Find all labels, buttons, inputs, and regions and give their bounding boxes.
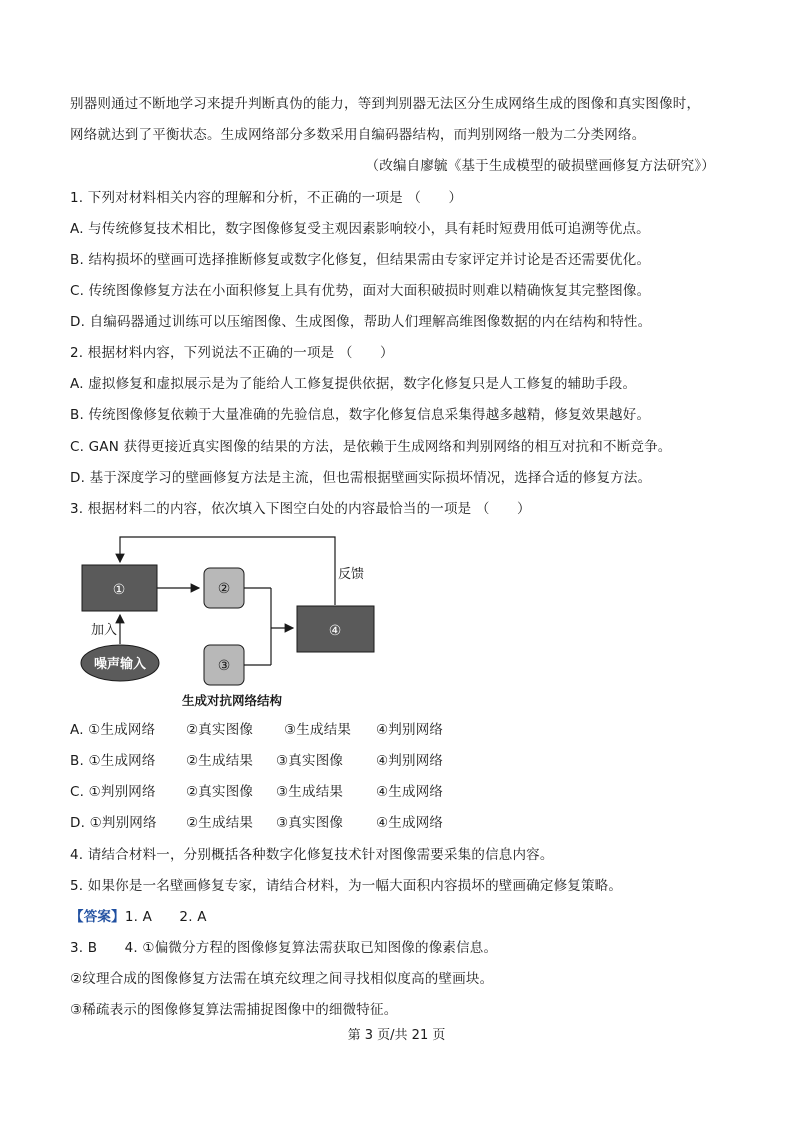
q3-c-1: C. ①判别网络 (70, 784, 156, 800)
answer-values-1: 1. A 2. A (124, 909, 207, 925)
q3-c-4: ④生成网络 (376, 784, 444, 800)
q5-stem: 5. 如果你是一名壁画修复专家，请结合材料，为一幅大面积内容损坏的壁画确定修复策略。 (70, 878, 623, 894)
answer-line-1 (70, 907, 207, 927)
q3-d-3: ③真实图像 (276, 815, 344, 831)
q3-b-3: ③真实图像 (276, 753, 344, 769)
q3-d-1: D. ①判别网络 (70, 815, 157, 831)
q2-option-a: A. 虚拟修复和虚拟展示是为了能给人工修复提供依据，数字化修复只是人工修复的辅助手段。 (70, 376, 637, 392)
q2-option-b: B. 传统图像修复依赖于大量准确的先验信息，数字化修复信息采集得越多越精，修复效果越好。 (70, 407, 651, 423)
node-4-label: ④ (328, 623, 342, 639)
q3-option-a (70, 720, 443, 740)
diagram-caption: 生成对抗网络结构 (182, 693, 283, 708)
q3-c-3: ③生成结果 (276, 784, 344, 800)
q3-b-1: B. ①生成网络 (70, 753, 156, 769)
q3-b-2: ②生成结果 (186, 753, 254, 769)
intro-line-1: 别器则通过不断地学习来提升判断真伪的能力，等到判别器无法区分生成网络生成的图像和真实图像时， (70, 96, 701, 112)
q3-option-b (70, 751, 443, 771)
answer-line-2: 3. B 4. ①偏微分方程的图像修复算法需获取已知图像的像素信息。 (70, 940, 498, 956)
q2-option-c: C. GAN 获得更接近真实图像的结果的方法，是依赖于生成网络和判别网络的相互对抗和不断竞争。 (70, 439, 672, 455)
q3-c-2: ②真实图像 (186, 784, 254, 800)
q3-a-3: ③生成结果 (284, 722, 352, 738)
q4-stem: 4. 请结合材料一，分别概括各种数字化修复技术针对图像需要采集的信息内容。 (70, 847, 554, 863)
q3-a-2: ②真实图像 (186, 722, 254, 738)
q3-option-d (70, 813, 443, 833)
node-1-label: ① (112, 582, 126, 598)
page-footer: 第 3 页/共 21 页 (347, 1028, 446, 1043)
q1-option-a: A. 与传统修复技术相比，数字图像修复受主观因素影响较小，具有耗时短费用低可追溯等优点。 (70, 221, 650, 237)
feedback-label: 反馈 (338, 567, 365, 582)
q1-option-c: C. 传统图像修复方法在小面积修复上具有优势，面对大面积破损时则难以精确恢复其完整图像。 (70, 283, 651, 299)
add-label: 加入 (91, 623, 118, 638)
q3-b-4: ④判别网络 (376, 753, 444, 769)
q3-d-4: ④生成网络 (376, 815, 444, 831)
q2-option-d: D. 基于深度学习的壁画修复方法是主流，但也需根据壁画实际损坏情况，选择合适的修复方法。 (70, 470, 652, 486)
intro-line-2: 网络就达到了平衡状态。生成网络部分多数采用自编码器结构，而判别网络一般为二分类网络。 (70, 127, 646, 143)
q3-stem: 3. 根据材料二的内容，依次填入下图空白处的内容最恰当的一项是 （ ） (70, 501, 531, 517)
gan-structure-diagram (75, 532, 385, 712)
answer-line-4: ③稀疏表示的图像修复算法需捕捉图像中的细微特征。 (70, 1002, 398, 1018)
q3-d-2: ②生成结果 (186, 815, 254, 831)
q2-stem: 2. 根据材料内容，下列说法不正确的一项是 （ ） (70, 345, 394, 361)
answer-tag: 【答案】 (70, 909, 125, 925)
node-3-label: ③ (217, 658, 231, 674)
q1-option-b: B. 结构损坏的壁画可选择推断修复或数字化修复，但结果需由专家评定并讨论是否还需要优化。 (70, 252, 651, 268)
q3-a-4: ④判别网络 (376, 722, 444, 738)
source-citation: （改编自廖毓《基于生成模型的破损壁画修复方法研究》） (365, 158, 715, 174)
q1-stem: 1. 下列对材料相关内容的理解和分析，不正确的一项是 （ ） (70, 190, 463, 206)
answer-line-3: ②纹理合成的图像修复方法需在填充纹理之间寻找相似度高的壁画块。 (70, 971, 494, 987)
q3-a-1: A. ①生成网络 (70, 722, 156, 738)
noise-input-label: 噪声输入 (93, 657, 147, 672)
node-2-label: ② (217, 581, 231, 597)
q3-option-c (70, 782, 443, 802)
q1-option-d: D. 自编码器通过训练可以压缩图像、生成图像，帮助人们理解高维图像数据的内在结构和特性。 (70, 314, 652, 330)
